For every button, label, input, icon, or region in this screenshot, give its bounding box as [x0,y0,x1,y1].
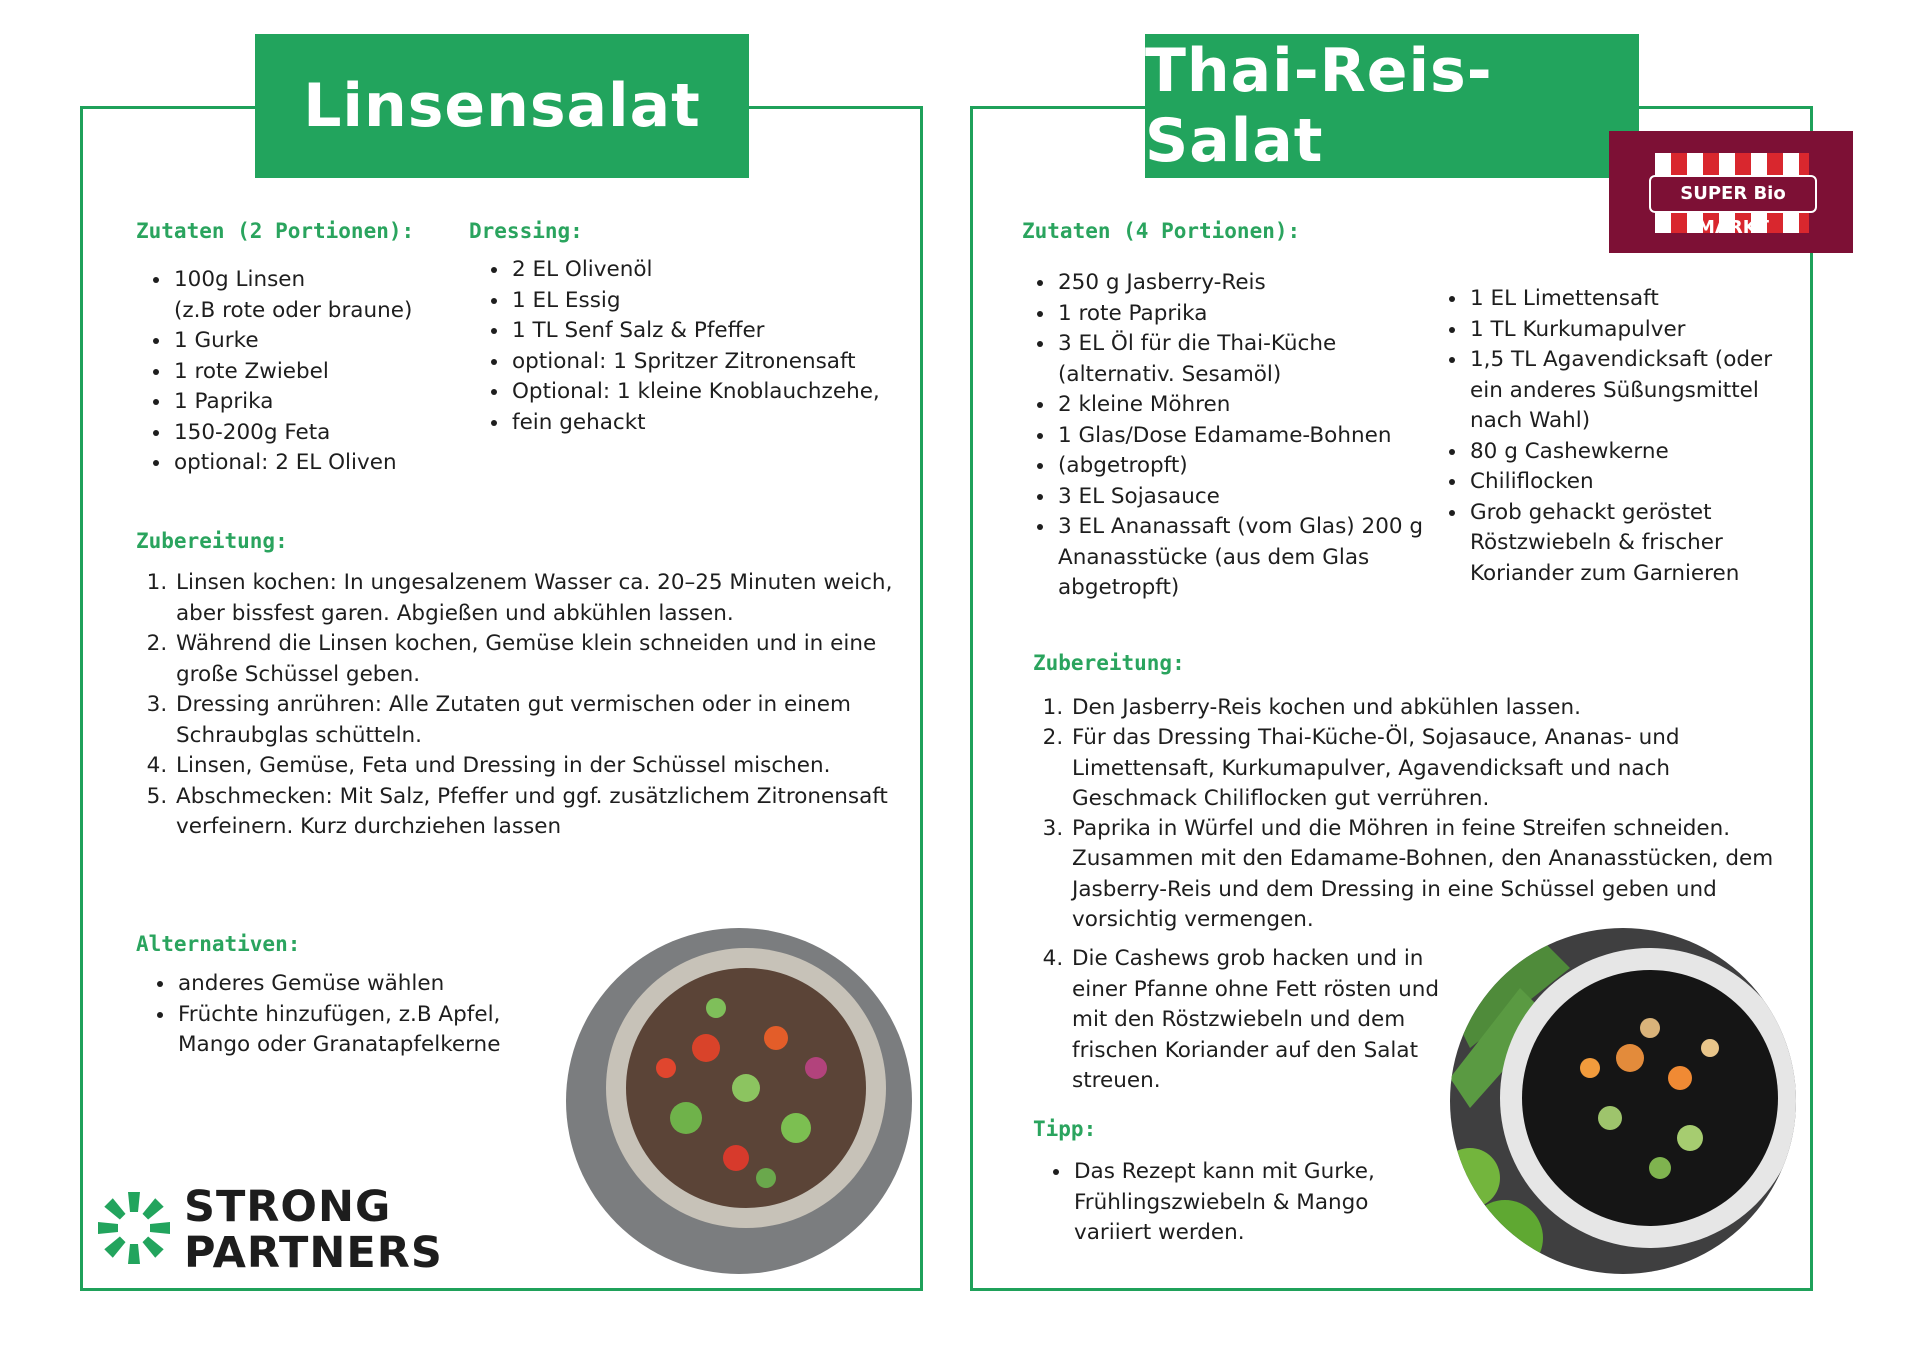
step-item: 2. Für das Dressing Thai-Küche-Öl, Sojasauce, Ananas- und Limettensaft, Kurkumapulver, Agavendicksaft und nach Geschmack Chiliflocken gut verrühren. [1070,723,1790,814]
ingredient-item: • 100g Linsen (z.B rote oder braune) [172,265,502,326]
step-item: 1. Den Jasberry-Reis kochen und abkühlen lassen. [1070,693,1790,723]
dressing-item: • 1 EL Essig [510,286,930,317]
ingredient-item: • 1 Gurke [172,326,502,357]
alternative-item: • anderes Gemüse wählen [176,969,516,1000]
ingredient-item: • (abgetropft) [1056,451,1456,482]
dressing-heading: Dressing: [469,219,583,243]
ingredient-item: • 3 EL Öl für die Thai-Küche (alternativ. Sesamöl) [1056,329,1456,390]
thai-rice-salad-photo [1450,928,1796,1274]
preparation-steps [140,568,894,843]
step-item: 4. Die Cashews grob hacken und in einer Pfanne ohne Fett rösten und mit den Röstzwiebeln und dem frischen Koriander auf den Salat streuen. [1070,944,1470,1097]
alternatives-heading: Alternativen: [136,932,301,956]
preparation-steps-continued [1036,944,1470,1097]
brand-line-2: PARTNERS [184,1228,443,1278]
ingredient-item: • optional: 2 EL Oliven [172,448,502,479]
lentil-salad-photo [566,928,912,1274]
ingredient-item: • 1 EL Limettensaft [1468,284,1808,315]
recipe-title-2: Thai-Reis-Salat [1145,34,1639,178]
preparation-steps [1036,693,1790,935]
dressing-list [476,255,930,438]
ingredient-item: • 250 g Jasberry-Reis [1056,268,1456,299]
ingredient-item: • 2 kleine Möhren [1056,390,1456,421]
step-item: 3. Dressing anrühren: Alle Zutaten gut vermischen oder in einem Schraubglas schütteln. [174,690,894,751]
step-item: 2. Während die Linsen kochen, Gemüse klein schneiden und in eine große Schüssel geben. [174,629,894,690]
ingredient-item: • 1 TL Kurkumapulver [1468,315,1808,346]
step-item: 1. Linsen kochen: In ungesalzenem Wasser ca. 20–25 Minuten weich, aber bissfest garen. Abgießen und abkühlen lassen. [174,568,894,629]
ingredient-item: • 1 Paprika [172,387,502,418]
ingredients-list [138,265,502,479]
ingredients-list-col1 [1022,268,1456,604]
alternative-item: • Früchte hinzufügen, z.B Apfel, Mango oder Granatapfelkerne [176,1000,516,1061]
alternatives-list [142,969,516,1061]
ingredient-item: • 3 EL Ananassaft (vom Glas) 200 g Ananasstücke (aus dem Glas abgetropft) [1056,512,1456,604]
super-bio-markt-logo [1609,131,1853,253]
tip-list [1038,1157,1412,1249]
dressing-item: • Optional: 1 kleine Knoblauchzehe, [510,377,930,408]
ingredient-item: • Grob gehackt geröstet Röstzwiebeln & frischer Koriander zum Garnieren [1468,498,1808,590]
brand-line-1: STRONG [184,1182,392,1232]
ingredient-item: • 3 EL Sojasauce [1056,482,1456,513]
ingredient-item: • 1,5 TL Agavendicksaft (oder ein anderes Süßungsmittel nach Wahl) [1468,345,1808,437]
dressing-item: • fein gehackt [510,408,930,439]
step-item: 4. Linsen, Gemüse, Feta und Dressing in der Schüssel mischen. [174,751,894,782]
tip-item: • Das Rezept kann mit Gurke, Frühlingszwiebeln & Mango variiert werden. [1072,1157,1412,1249]
dressing-item: • optional: 1 Spritzer Zitronensaft [510,347,930,378]
ingredient-item: • 80 g Cashewkerne [1468,437,1808,468]
step-item: 5. Abschmecken: Mit Salz, Pfeffer und ggf. zusätzlichem Zitronensaft verfeinern. Kurz durchziehen lassen [174,782,894,843]
ingredient-item: • 1 rote Paprika [1056,299,1456,330]
strong-partners-logo [96,1182,456,1282]
ingredients-heading: Zutaten (4 Portionen): [1022,219,1301,243]
step-item: 3. Paprika in Würfel und die Möhren in feine Streifen schneiden. Zusammen mit den Edamame-Bohnen, den Ananasstücken, dem Jasberry-Reis und dem Dressing in eine Schüssel geben und vorsichtig vermengen. [1070,814,1790,935]
ingredient-item: • 1 Glas/Dose Edamame-Bohnen [1056,421,1456,452]
dressing-item: • 2 EL Olivenöl [510,255,930,286]
dressing-item: • 1 TL Senf Salz & Pfeffer [510,316,930,347]
logo-text: SUPER Bio MARKT [1649,175,1817,213]
ingredients-list-col2 [1434,284,1808,589]
strong-partners-mark-icon [96,1190,172,1266]
preparation-heading: Zubereitung: [1033,651,1185,675]
ingredient-item: • Chiliflocken [1468,467,1808,498]
ingredient-item: • 150-200g Feta [172,418,502,449]
recipe-title: Linsensalat [255,34,749,178]
ingredients-heading: Zutaten (2 Portionen): [136,219,415,243]
preparation-heading: Zubereitung: [136,529,288,553]
tip-heading: Tipp: [1033,1117,1097,1141]
ingredient-item: • 1 rote Zwiebel [172,357,502,388]
